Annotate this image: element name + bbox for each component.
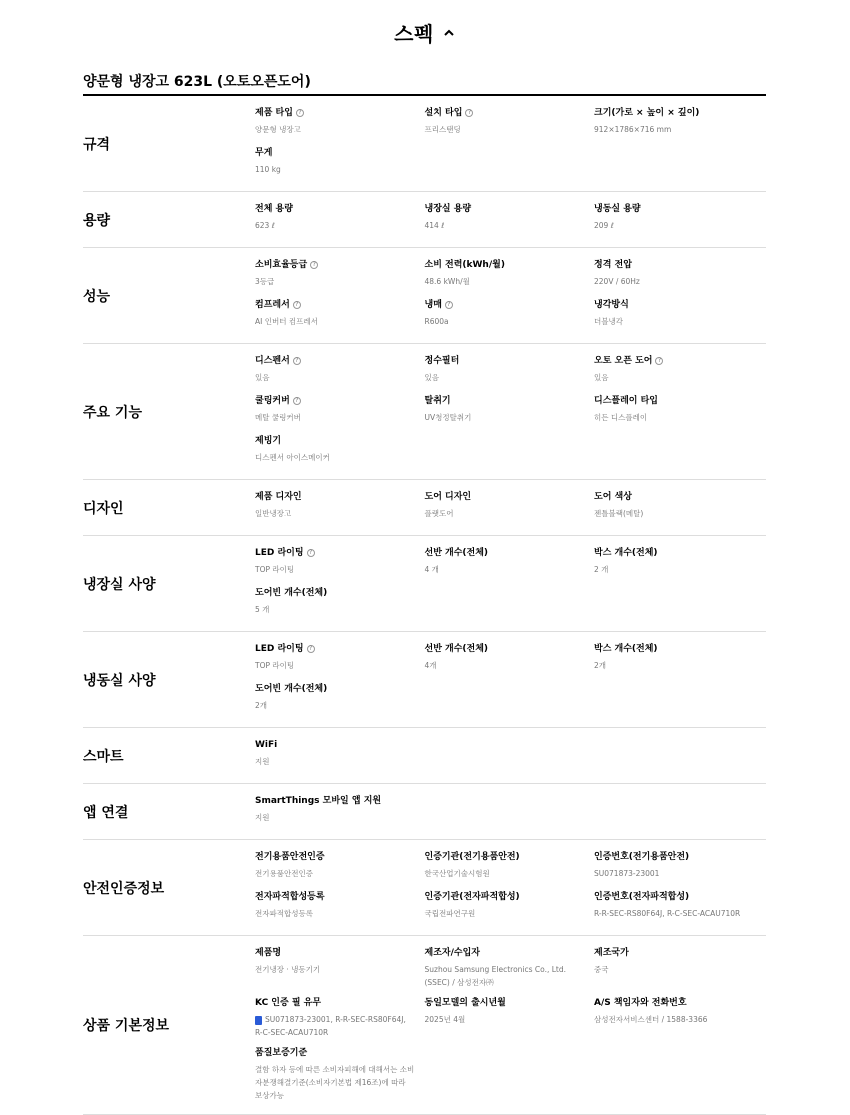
spec-items [255, 192, 766, 247]
spec-item [255, 434, 425, 467]
spec-label [255, 642, 415, 656]
spec-label [594, 394, 756, 408]
spec-label-text: 컴프레서 [255, 300, 290, 310]
spec-value-text: 지원 [255, 813, 270, 822]
spec-item [594, 850, 766, 883]
spec-items [255, 936, 766, 1114]
spec-table [83, 96, 766, 1115]
spec-category: 성능 [83, 288, 111, 305]
spec-value [425, 123, 585, 136]
spec-title: 스펙 [394, 22, 434, 46]
spec-value-text: 4 개 [424, 565, 439, 574]
spec-item [255, 586, 425, 619]
spec-label [594, 890, 756, 904]
spec-label-text: 전체 용량 [255, 204, 293, 214]
spec-label-text: 정수필터 [424, 356, 460, 366]
spec-item [255, 490, 425, 523]
spec-item [594, 106, 766, 139]
spec-label [255, 106, 415, 120]
spec-label-text: 박스 개수(전체) [594, 644, 658, 654]
spec-category: 앱 연결 [83, 804, 129, 821]
spec-label-text: 도어 색상 [594, 492, 632, 502]
spec-value [255, 963, 415, 976]
spec-category: 스마트 [83, 748, 124, 765]
spec-label [255, 586, 415, 600]
spec-item [425, 298, 595, 331]
spec-label-text: 냉동실 용량 [594, 204, 641, 214]
spec-value [425, 1013, 585, 1026]
spec-value [425, 963, 585, 989]
spec-value-text: 전기용품안전인증 [255, 869, 313, 878]
spec-value [425, 411, 585, 424]
spec-label-text: 오토 오픈 도어 [594, 356, 653, 366]
spec-item [255, 394, 425, 427]
spec-row [83, 728, 766, 784]
spec-label [255, 258, 415, 272]
spec-item [255, 996, 425, 1039]
spec-label [425, 642, 585, 656]
spec-category: 상품 기본정보 [83, 1018, 170, 1034]
spec-value-text: 결함 하자 등에 따른 소비자피해에 대해서는 소비자분쟁해결기준(소비자기본법 제16조)에 따라 보상가능 [255, 1065, 415, 1100]
spec-value [425, 659, 585, 672]
spec-label [594, 490, 756, 504]
spec-value-text: TOP 라이팅 [255, 565, 295, 574]
spec-value-text: SU071873-23001 [594, 869, 660, 878]
spec-value [425, 219, 585, 232]
spec-value-text: 플랫도어 [424, 509, 454, 518]
spec-row [83, 784, 766, 840]
spec-label [255, 546, 415, 560]
spec-value-text: 5 개 [255, 605, 270, 614]
spec-value-text: 삼성전자서비스센터 / 1588-3366 [594, 1015, 708, 1024]
info-icon[interactable]: ? [307, 549, 315, 557]
spec-row [83, 344, 766, 480]
spec-label [255, 354, 415, 368]
spec-item [594, 298, 766, 331]
spec-label-text: 박스 개수(전체) [594, 548, 658, 558]
spec-item [255, 258, 425, 291]
spec-item [255, 738, 425, 771]
spec-value-text: 히든 디스플레이 [594, 413, 648, 422]
product-title: 양문형 냉장고 623L (오토오픈도어) [83, 74, 311, 90]
spec-label-text: 품질보증기준 [255, 1048, 308, 1058]
spec-label-text: 쿨링커버 [255, 396, 290, 406]
spec-row [83, 96, 766, 192]
spec-item [255, 298, 425, 331]
spec-value-text: 2025년 4월 [424, 1015, 466, 1024]
spec-item [594, 890, 766, 923]
spec-item [594, 996, 766, 1039]
spec-label [425, 946, 585, 960]
spec-label-text: 제품 디자인 [255, 492, 302, 502]
spec-item [255, 1046, 425, 1102]
info-icon[interactable]: ? [293, 301, 301, 309]
spec-item [425, 490, 595, 523]
spec-item [255, 146, 425, 179]
spec-label [425, 354, 585, 368]
spec-items [255, 632, 766, 727]
spec-label [594, 546, 756, 560]
spec-value-text: R-R-SEC-RS80F64J, R-C-SEC-ACAU710R [594, 909, 741, 918]
spec-category: 용량 [83, 212, 111, 229]
spec-label-text: A/S 책임자와 전화번호 [594, 998, 687, 1008]
spec-label-text: 탈취기 [424, 396, 451, 406]
spec-label-text: 도어빈 개수(전체) [255, 684, 328, 694]
spec-item [594, 202, 766, 235]
spec-value [594, 867, 756, 880]
spec-value-text: 메탈 쿨링커버 [255, 413, 301, 422]
info-icon[interactable]: ? [445, 301, 453, 309]
spec-value [594, 1013, 756, 1026]
spec-label [425, 890, 585, 904]
spec-label [255, 490, 415, 504]
spec-value [425, 867, 585, 880]
spec-value [255, 123, 415, 136]
spec-value [255, 507, 415, 520]
spec-label-text: 냉장실 용량 [424, 204, 472, 214]
spec-value-text: 있음 [594, 373, 609, 382]
spec-items [255, 344, 766, 479]
spec-item [425, 202, 595, 235]
spec-value [255, 411, 415, 424]
spec-value [255, 867, 415, 880]
spec-item [594, 642, 766, 675]
spec-value [425, 507, 585, 520]
spec-value-text: 912×1786×716 mm [594, 125, 672, 134]
spec-label [594, 996, 756, 1010]
spec-value [255, 603, 415, 616]
spec-label [255, 890, 415, 904]
spec-value [594, 411, 756, 424]
chevron-up-icon [442, 26, 456, 40]
spec-value-text: R600a [424, 317, 449, 326]
spec-item [425, 946, 595, 989]
spec-category: 주요 기능 [83, 404, 142, 421]
spec-value-text: 국립전파연구원 [424, 909, 476, 918]
spec-label [255, 738, 415, 752]
spec-label-text: 인증기관(전기용품안전) [424, 852, 520, 862]
spec-item [255, 202, 425, 235]
spec-label-text: 소비효율등급 [255, 260, 308, 270]
spec-item [425, 546, 595, 579]
spec-label [255, 794, 415, 808]
info-icon[interactable]: ? [307, 645, 315, 653]
spec-label [425, 996, 585, 1010]
spec-item [255, 890, 425, 923]
spec-value [594, 507, 756, 520]
spec-header [0, 18, 850, 47]
spec-value-text: 있음 [424, 373, 439, 382]
spec-row [83, 192, 766, 248]
spec-label-text: 디스펜서 [255, 356, 290, 366]
spec-value-text: 일반냉장고 [255, 509, 292, 518]
spec-item [255, 850, 425, 883]
spec-toggle-button[interactable] [394, 18, 456, 47]
spec-value-text: TOP 라이팅 [255, 661, 295, 670]
spec-label-text: 냉각방식 [594, 300, 629, 310]
spec-items [255, 728, 766, 783]
spec-value-text: 414 ℓ [424, 221, 445, 230]
spec-value [255, 315, 415, 328]
spec-label [255, 946, 415, 960]
spec-label [425, 202, 585, 216]
spec-label [425, 490, 585, 504]
spec-label-text: 도어 디자인 [424, 492, 472, 502]
spec-label-text: KC 인증 필 유무 [255, 998, 322, 1008]
spec-label-text: 정격 전압 [594, 260, 632, 270]
spec-value [594, 315, 756, 328]
spec-value [255, 659, 415, 672]
spec-label [425, 298, 585, 312]
spec-label [425, 106, 585, 120]
spec-value-text: 젠틀블랙(메탈) [594, 509, 644, 518]
spec-value-text: 있음 [255, 373, 270, 382]
spec-item [255, 946, 425, 989]
spec-value [255, 163, 415, 176]
spec-value [255, 275, 415, 288]
info-icon[interactable]: ? [293, 397, 301, 405]
spec-label [425, 394, 585, 408]
spec-row [83, 536, 766, 632]
spec-label-text: 선반 개수(전체) [424, 644, 489, 654]
spec-item [594, 258, 766, 291]
spec-items [255, 784, 766, 839]
spec-value-text: SU071873-23001, R-R-SEC-RS80F64J, R-C-SEC-ACAU710R [255, 1015, 406, 1037]
spec-value-text: 전자파적합성등록 [255, 909, 313, 918]
spec-item [255, 794, 425, 827]
spec-category: 냉동실 사양 [83, 672, 156, 689]
spec-item [594, 946, 766, 989]
spec-value [425, 907, 585, 920]
spec-value [255, 451, 415, 464]
info-icon[interactable]: ? [655, 357, 663, 365]
spec-value-text: Suzhou Samsung Electronics Co., Ltd. (SSEC) / 삼성전자㈜ [424, 965, 567, 987]
spec-label [594, 106, 756, 120]
spec-value [255, 755, 415, 768]
spec-label-text: 무게 [255, 148, 273, 158]
spec-row [83, 840, 766, 936]
spec-value-text: 2개 [255, 701, 268, 710]
spec-value [255, 699, 415, 712]
spec-label [425, 546, 585, 560]
spec-value-text: 110 kg [255, 165, 281, 174]
spec-label [255, 682, 415, 696]
info-icon[interactable]: ? [293, 357, 301, 365]
spec-label-text: 도어빈 개수(전체) [255, 588, 328, 598]
spec-item [255, 546, 425, 579]
spec-value [594, 907, 756, 920]
info-icon[interactable]: ? [465, 109, 473, 117]
spec-item [425, 850, 595, 883]
spec-label [425, 850, 585, 864]
spec-item [255, 682, 425, 715]
spec-label-text: SmartThings 모바일 앱 지원 [255, 796, 382, 806]
spec-label [594, 850, 756, 864]
kc-mark-icon [255, 1016, 262, 1025]
spec-label-text: 인증기관(전자파적합성) [424, 892, 520, 902]
spec-label [594, 298, 756, 312]
spec-value [255, 1063, 415, 1102]
spec-label-text: 크기(가로 × 높이 × 깊이) [594, 108, 700, 118]
spec-value [425, 563, 585, 576]
spec-item [425, 258, 595, 291]
spec-value [255, 219, 415, 232]
spec-label-text: 냉매 [424, 300, 442, 310]
info-icon[interactable]: ? [310, 261, 318, 269]
spec-label [594, 642, 756, 656]
spec-label-text: 인증번호(전기용품안전) [594, 852, 690, 862]
spec-label [255, 996, 415, 1010]
spec-value-text: 48.6 kWh/월 [424, 277, 470, 286]
spec-value [255, 907, 415, 920]
spec-value-text: 220V / 60Hz [594, 277, 640, 286]
spec-label-text: 소비 전력(kWh/월) [424, 260, 505, 270]
spec-label-text: 제품 타입 [255, 108, 293, 118]
spec-row [83, 248, 766, 344]
spec-label-text: 설치 타입 [424, 108, 463, 118]
spec-value [425, 371, 585, 384]
spec-row [83, 936, 766, 1115]
spec-item [425, 394, 595, 427]
spec-value-text: 4개 [424, 661, 437, 670]
spec-label-text: 인증번호(전자파적합성) [594, 892, 690, 902]
spec-label-text: 동일모델의 출시년월 [424, 998, 506, 1008]
spec-value [594, 123, 756, 136]
spec-label-text: 제빙기 [255, 436, 282, 446]
spec-category: 규격 [83, 136, 111, 153]
spec-item [425, 642, 595, 675]
spec-label [255, 202, 415, 216]
spec-items [255, 536, 766, 631]
spec-value [255, 371, 415, 384]
spec-value-text: 2 개 [594, 565, 609, 574]
spec-label-text: 전자파적합성등록 [255, 892, 325, 902]
spec-label [594, 354, 756, 368]
spec-value-text: 3등급 [255, 277, 275, 286]
spec-label [594, 946, 756, 960]
spec-items [255, 248, 766, 343]
spec-value [594, 659, 756, 672]
spec-label-text: WiFi [255, 740, 278, 750]
spec-label-text: LED 라이팅 [255, 548, 304, 558]
spec-item [255, 354, 425, 387]
spec-value-text: 양문형 냉장고 [255, 125, 301, 134]
spec-label-text: LED 라이팅 [255, 644, 304, 654]
spec-label [594, 258, 756, 272]
info-icon[interactable]: ? [296, 109, 304, 117]
spec-value [255, 1013, 415, 1039]
spec-value-text: 209 ℓ [594, 221, 614, 230]
spec-value-text: 중국 [594, 965, 609, 974]
spec-value-text: 전기냉장 · 냉동기기 [255, 965, 321, 974]
spec-value [255, 811, 415, 824]
spec-label [255, 298, 415, 312]
spec-label-text: 제조국가 [594, 948, 629, 958]
spec-value-text: 한국산업기술시험원 [424, 869, 490, 878]
spec-value-text: UV청정탈취기 [424, 413, 472, 422]
spec-row [83, 632, 766, 728]
spec-label [594, 202, 756, 216]
spec-value-text: AI 인버터 컴프레서 [255, 317, 318, 326]
spec-row [83, 480, 766, 536]
spec-items [255, 840, 766, 935]
spec-items [255, 96, 766, 191]
spec-label [425, 258, 585, 272]
spec-label-text: 제품명 [255, 948, 282, 958]
spec-category: 디자인 [83, 500, 124, 517]
spec-value [594, 963, 756, 976]
spec-value-text: 프리스탠딩 [424, 125, 461, 134]
spec-category: 냉장실 사양 [83, 576, 156, 593]
spec-value [255, 563, 415, 576]
spec-label-text: 전기용품안전인증 [255, 852, 325, 862]
spec-item [425, 890, 595, 923]
spec-item [425, 996, 595, 1039]
spec-item [425, 354, 595, 387]
spec-value [425, 275, 585, 288]
spec-value [594, 275, 756, 288]
spec-value [594, 563, 756, 576]
spec-value-text: 더블냉각 [594, 317, 623, 326]
spec-label [255, 434, 415, 448]
spec-label-text: 제조자/수입자 [424, 948, 480, 958]
spec-item [594, 546, 766, 579]
spec-item [594, 490, 766, 523]
spec-category: 안전인증정보 [83, 880, 165, 897]
spec-label [255, 1046, 415, 1060]
spec-items [255, 480, 766, 535]
spec-value-text: 디스펜서 아이스메이커 [255, 453, 330, 462]
spec-item [255, 106, 425, 139]
spec-label [255, 850, 415, 864]
spec-label-text: 선반 개수(전체) [424, 548, 489, 558]
spec-value-text: 623 ℓ [255, 221, 275, 230]
spec-label-text: 디스플레이 타입 [594, 396, 658, 406]
spec-item [594, 354, 766, 387]
spec-item [594, 394, 766, 427]
spec-value [594, 371, 756, 384]
spec-label [255, 394, 415, 408]
spec-value-text: 지원 [255, 757, 270, 766]
spec-value [425, 315, 585, 328]
spec-item [255, 642, 425, 675]
spec-value [594, 219, 756, 232]
spec-label [255, 146, 415, 160]
spec-item [425, 106, 595, 139]
spec-value-text: 2개 [594, 661, 607, 670]
